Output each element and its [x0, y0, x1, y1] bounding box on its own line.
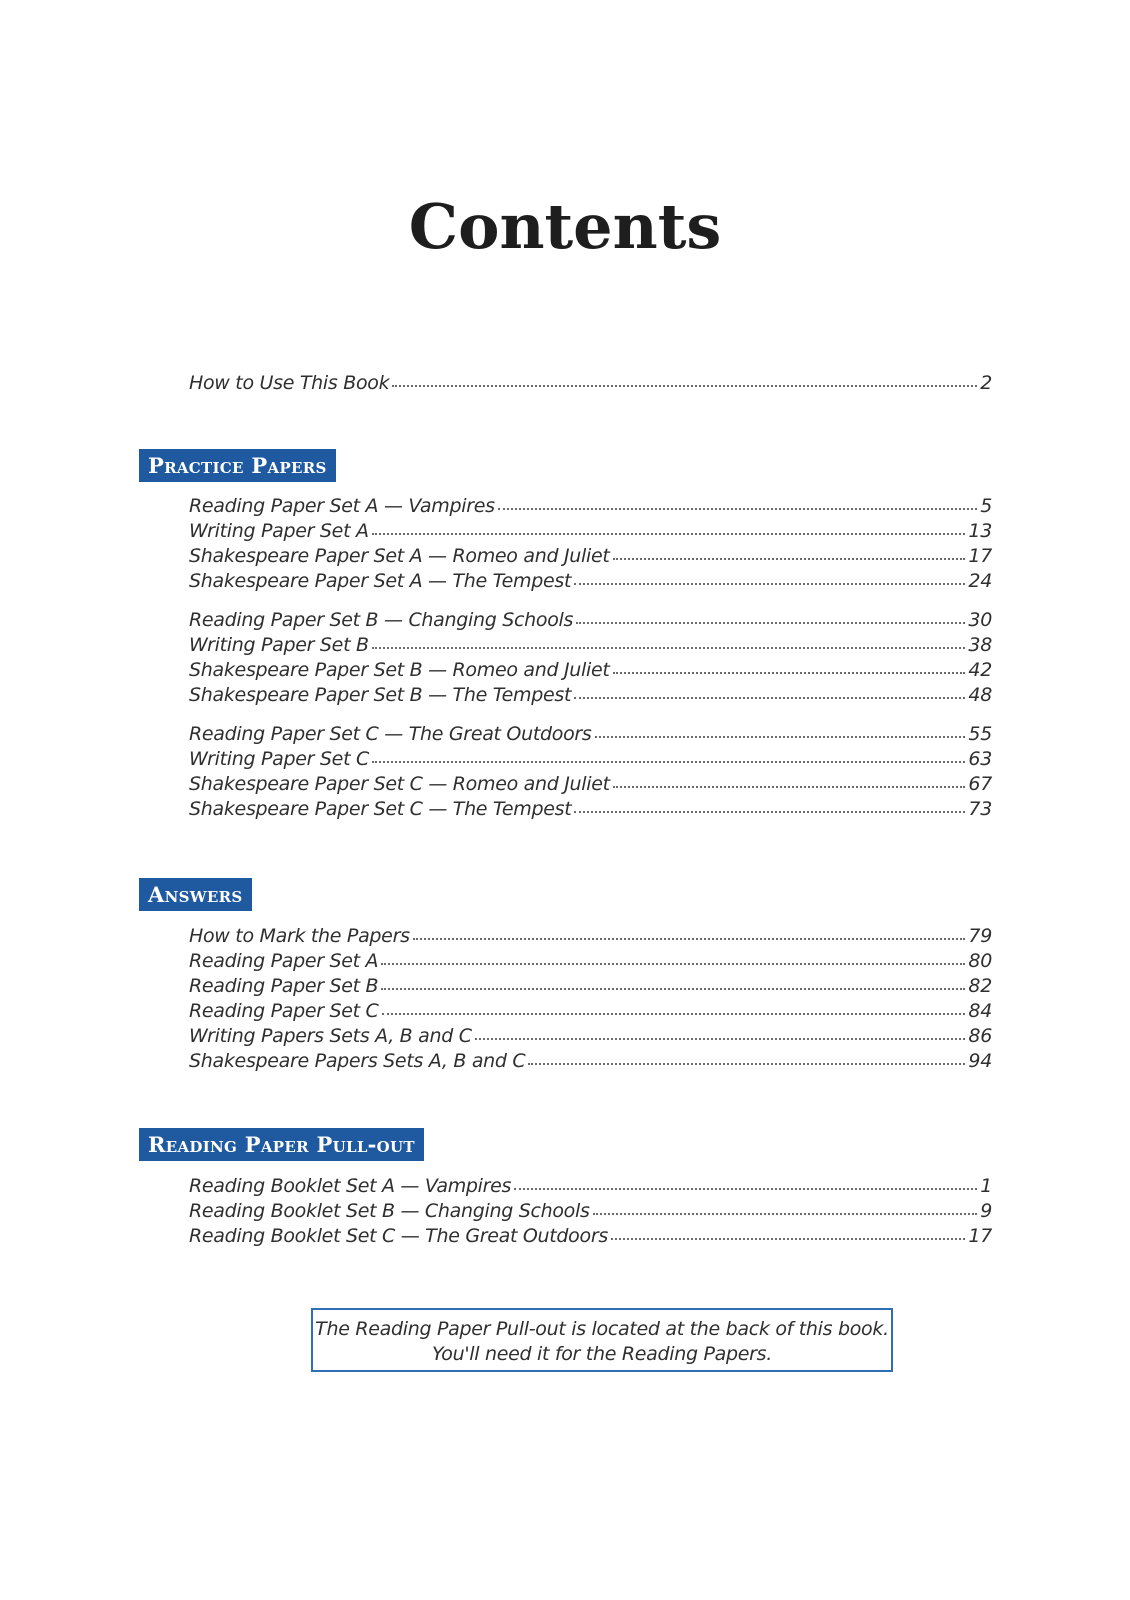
- toc-dot-leader: [613, 554, 966, 560]
- toc-entry-title: Writing Paper Set B: [189, 634, 369, 656]
- toc-entry-title: How to Mark the Papers: [189, 925, 410, 947]
- toc-entry: [189, 1025, 992, 1050]
- toc-entry: [189, 748, 992, 773]
- toc-entry-title: Shakespeare Paper Set B — Romeo and Juliet: [189, 659, 610, 681]
- toc-entry-page-number: 13: [968, 520, 992, 542]
- toc-entry-title: Reading Paper Set A: [189, 950, 379, 972]
- toc-entry-title: Reading Paper Set C: [189, 1000, 379, 1022]
- toc-entry: [189, 545, 992, 570]
- toc-entry: [189, 975, 992, 1000]
- toc-entry-title: Reading Booklet Set A — Vampires: [189, 1175, 512, 1197]
- toc-pullout-list: [189, 1175, 992, 1250]
- section-heading-answers: Answers: [139, 878, 252, 911]
- toc-entry-title: Writing Paper Set A: [189, 520, 369, 542]
- toc-dot-leader: [382, 1009, 966, 1015]
- toc-dot-leader: [574, 693, 965, 699]
- toc-dot-leader: [613, 782, 966, 788]
- toc-dot-leader: [413, 934, 966, 940]
- toc-entry-title: Reading Booklet Set B — Changing Schools: [189, 1200, 590, 1222]
- toc-entry-page-number: 1: [980, 1175, 992, 1197]
- toc-entry: [189, 372, 992, 397]
- toc-entry: [189, 634, 992, 659]
- toc-entry: [189, 1175, 992, 1200]
- toc-entry-page-number: 63: [968, 748, 992, 770]
- toc-dot-leader: [372, 529, 966, 535]
- toc-practice-set-a-list: [189, 495, 992, 595]
- toc-intro-list: [189, 372, 992, 397]
- toc-entry-page-number: 2: [980, 372, 992, 394]
- toc-dot-leader: [498, 504, 977, 510]
- toc-entry-page-number: 67: [968, 773, 992, 795]
- toc-dot-leader: [574, 579, 965, 585]
- toc-entry-page-number: 38: [968, 634, 992, 656]
- toc-entry-title: Shakespeare Paper Set A — Romeo and Juliet: [189, 545, 610, 567]
- toc-entry: [189, 1200, 992, 1225]
- toc-entry: [189, 1050, 992, 1075]
- toc-entry-page-number: 79: [968, 925, 992, 947]
- toc-dot-leader: [372, 643, 966, 649]
- toc-entry: [189, 1225, 992, 1250]
- toc-entry-page-number: 73: [968, 798, 992, 820]
- toc-entry-page-number: 84: [968, 1000, 992, 1022]
- pullout-note-box: [311, 1308, 893, 1372]
- section-heading-practice-papers: Practice Papers: [139, 449, 336, 482]
- toc-entry: [189, 950, 992, 975]
- toc-dot-leader: [514, 1184, 977, 1190]
- toc-entry-title: Shakespeare Paper Set B — The Tempest: [189, 684, 572, 706]
- toc-entry-title: Shakespeare Paper Set A — The Tempest: [189, 570, 572, 592]
- toc-practice-set-b-list: [189, 609, 992, 709]
- toc-dot-leader: [392, 381, 977, 387]
- toc-entry-title: Writing Papers Sets A, B and C: [189, 1025, 472, 1047]
- toc-dot-leader: [613, 668, 966, 674]
- toc-entry-title: Reading Paper Set A — Vampires: [189, 495, 495, 517]
- toc-entry: [189, 684, 992, 709]
- toc-entry-title: Shakespeare Papers Sets A, B and C: [189, 1050, 526, 1072]
- toc-dot-leader: [475, 1034, 966, 1040]
- toc-entry-title: Reading Paper Set B: [189, 975, 379, 997]
- toc-entry-title: Shakespeare Paper Set C — Romeo and Juliet: [189, 773, 610, 795]
- toc-entry: [189, 925, 992, 950]
- toc-entry: [189, 798, 992, 823]
- toc-entry-title: Reading Paper Set C — The Great Outdoors: [189, 723, 592, 745]
- pullout-note-line-1: The Reading Paper Pull-out is located at the back of this book.: [315, 1318, 889, 1340]
- toc-entry-page-number: 94: [968, 1050, 992, 1072]
- toc-entry: [189, 1000, 992, 1025]
- toc-entry-title: How to Use This Book: [189, 372, 390, 394]
- toc-entry: [189, 773, 992, 798]
- toc-dot-leader: [372, 757, 966, 763]
- toc-entry: [189, 723, 992, 748]
- toc-dot-leader: [381, 984, 965, 990]
- toc-entry-page-number: 48: [968, 684, 992, 706]
- toc-entry-title: Shakespeare Paper Set C — The Tempest: [189, 798, 572, 820]
- toc-dot-leader: [574, 807, 965, 813]
- toc-entry-page-number: 55: [968, 723, 992, 745]
- toc-dot-leader: [595, 732, 966, 738]
- toc-entry-title: Reading Booklet Set C — The Great Outdoors: [189, 1225, 608, 1247]
- toc-entry-page-number: 5: [980, 495, 992, 517]
- toc-entry-title: Writing Paper Set C: [189, 748, 369, 770]
- toc-entry: [189, 495, 992, 520]
- toc-entry: [189, 659, 992, 684]
- toc-dot-leader: [381, 959, 965, 965]
- toc-entry-page-number: 9: [980, 1200, 992, 1222]
- toc-entry: [189, 520, 992, 545]
- toc-entry-page-number: 17: [968, 545, 992, 567]
- page-title: Contents: [408, 190, 722, 263]
- toc-practice-set-c-list: [189, 723, 992, 823]
- section-heading-reading-paper-pull-out: Reading Paper Pull-out: [139, 1128, 424, 1161]
- toc-dot-leader: [611, 1234, 965, 1240]
- toc-dot-leader: [576, 618, 965, 624]
- toc-entry-page-number: 82: [968, 975, 992, 997]
- toc-entry-title: Reading Paper Set B — Changing Schools: [189, 609, 574, 631]
- toc-entry-page-number: 86: [968, 1025, 992, 1047]
- toc-entry-page-number: 24: [968, 570, 992, 592]
- toc-entry-page-number: 17: [968, 1225, 992, 1247]
- toc-entry: [189, 609, 992, 634]
- toc-dot-leader: [593, 1209, 978, 1215]
- toc-answers-list: [189, 925, 992, 1075]
- toc-entry-page-number: 80: [968, 950, 992, 972]
- pullout-note-line-2: You'll need it for the Reading Papers.: [432, 1343, 772, 1365]
- toc-entry-page-number: 42: [968, 659, 992, 681]
- toc-entry: [189, 570, 992, 595]
- toc-entry-page-number: 30: [968, 609, 992, 631]
- toc-dot-leader: [528, 1059, 965, 1065]
